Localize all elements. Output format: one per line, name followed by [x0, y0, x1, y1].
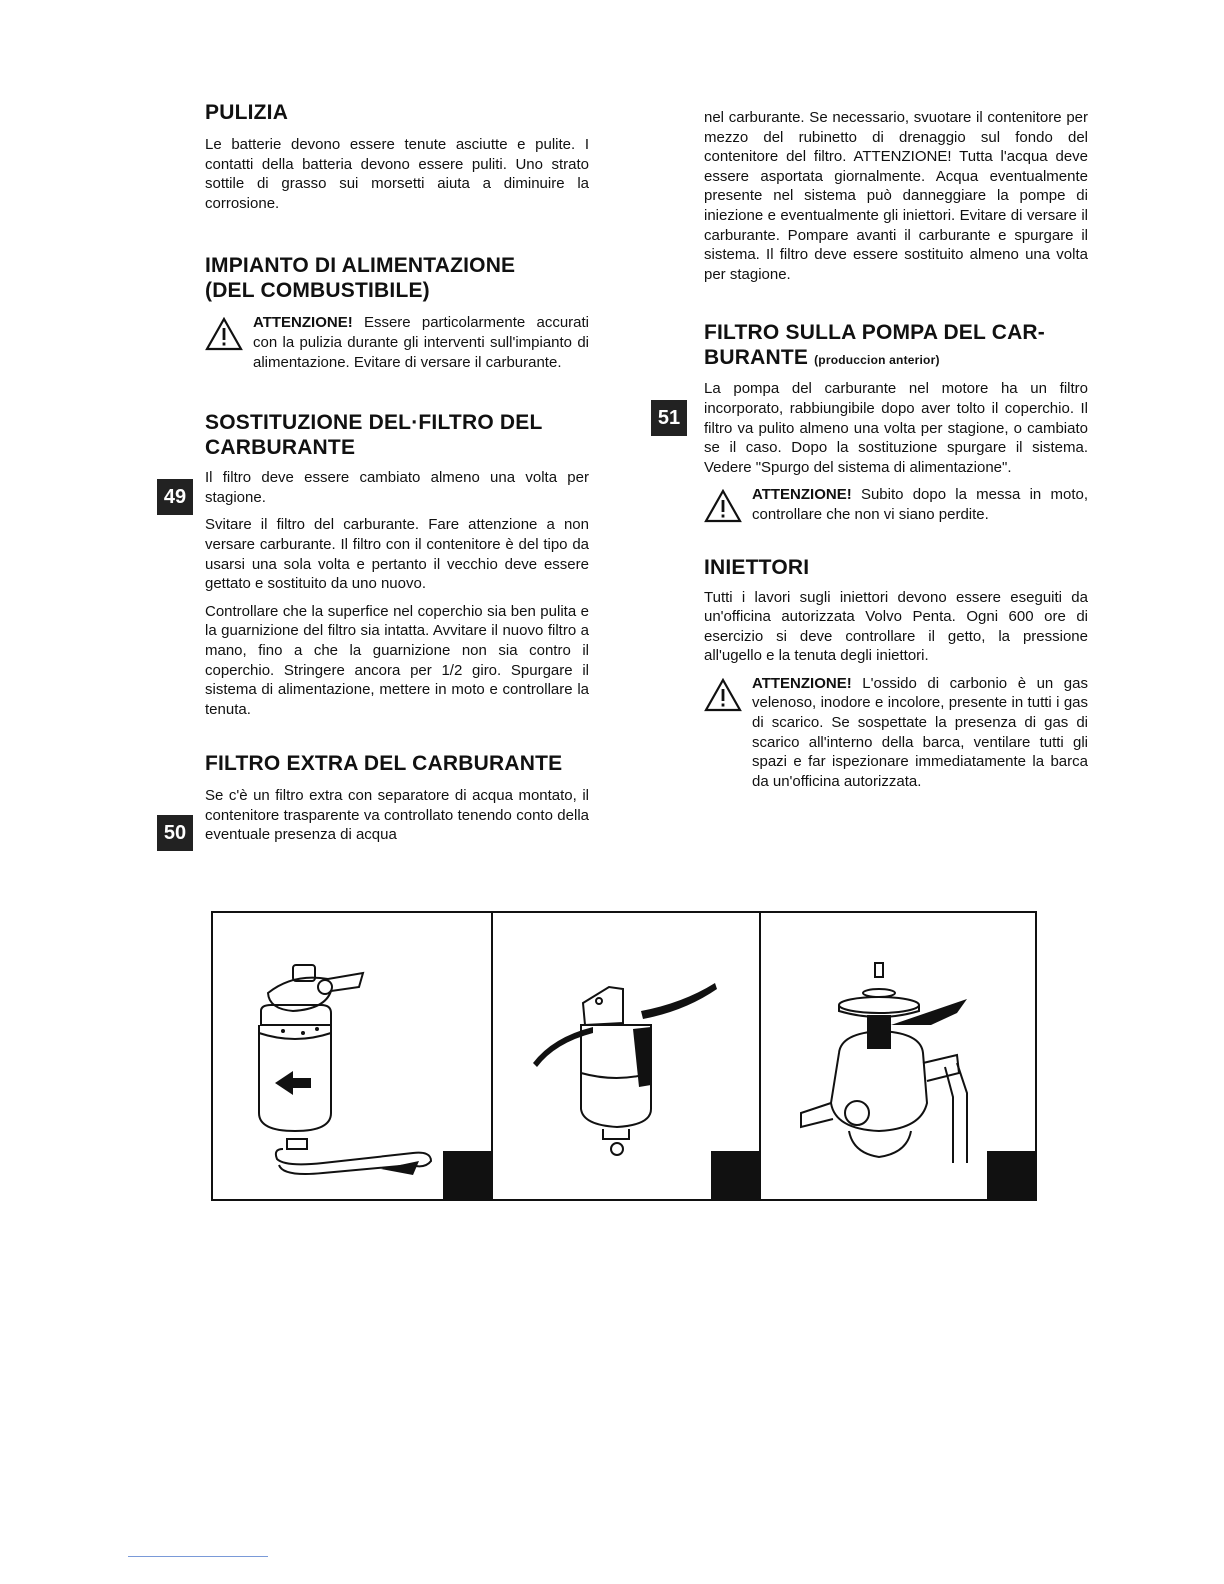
sostituzione-text2: Svitare il filtro del carburante. Fare attenzione a non versare carburante. Il filtro con il contenitore è del tipo da usarsi una sola volta e pertanto il vecchio deve essere gettato e sostituito da uno nuovo.	[205, 516, 589, 593]
figure-number-51: 51	[651, 400, 687, 436]
left-column	[205, 100, 589, 845]
warning-label: ATTENZIONE!	[253, 314, 353, 332]
pompa-title-line1: FILTRO SULLA POMPA DEL CAR-	[704, 321, 1045, 345]
warning-label: ATTENZIONE!	[752, 674, 852, 692]
pompa-warning	[704, 485, 1088, 524]
iniettori-warning	[704, 674, 1088, 792]
section-title-pulizia: PULIZIA	[205, 101, 289, 124]
panel-corner-marker	[443, 1151, 491, 1199]
figure-number-50: 50	[157, 815, 193, 851]
warning-label: ATTENZIONE!	[752, 486, 852, 504]
warning-text: Essere particolarmente accurati con la pulizia durante gli interventi sull'impianto di alimentazione. Evitare di versare il carburante.	[253, 314, 589, 371]
panel-corner-marker	[711, 1151, 759, 1199]
continuation-text: nel carburante. Se necessario, svuotare il contenitore per mezzo del rubinetto di drenaggio sul fondo del contenitore del filtro. ATTENZIONE! Tutta l'acqua deve essere asportata giornalmente. Acqua eventualmente presente nel sistema può danneggiare la pompe di iniezione e eventualmente gli iniettori. Evitare di versare il carburante. Pompare avanti il carburante e spurgare il sistema. Il filtro deve essere sostituito almeno una volta per stagione.	[704, 109, 1088, 283]
sostituzione-title-line2: CARBURANTE	[205, 436, 356, 460]
warning-text: Subito dopo la messa in moto, controllare che non vi siano perdite.	[752, 486, 1088, 523]
figure-number-49: 49	[157, 479, 193, 515]
warning-triangle-icon	[205, 317, 243, 351]
impianto-title-line1: IMPIANTO DI ALIMENTAZIONE	[205, 254, 516, 278]
extra-text: Se c'è un filtro extra con separatore di acqua montato, il contenitore trasparente va controllato tenendo conto della eventuale presenza di acqua	[205, 787, 589, 844]
footnote-separator	[128, 1556, 268, 1557]
figure-panel-51	[761, 913, 1035, 1199]
figure-panel-49	[213, 913, 493, 1199]
section-title-extra: FILTRO EXTRA DEL CARBURANTE	[205, 752, 563, 776]
pompa-title-note: (produccion anterior)	[814, 353, 940, 368]
section-title-impianto	[205, 253, 589, 303]
section-title-iniettori: INIETTORI	[704, 555, 810, 579]
pompa-title-line2: BURANTE	[704, 346, 809, 370]
warning-triangle-icon	[704, 678, 742, 712]
section-title-sostituzione	[205, 410, 589, 460]
warning-text: L'ossido di carbonio è un gas velenoso, inodore e incolore, presente in tutti i gas di scarico. Se sospettate la presenza di gas di scarico all'interno della barca, ventilare tutti gli spazi e far ispezionare immediatamente la barca da un'officina autorizzata.	[752, 674, 1088, 790]
sostituzione-title-line1: SOSTITUZIONE DEL·FILTRO DEL	[205, 411, 543, 435]
figure-strip	[211, 911, 1037, 1201]
sostituzione-text3: Controllare che la superfice nel coperchio sia ben pulita e la guarnizione del filtro sia intatta. Avvitare il nuovo filtro a mano, fino a che la guarnizione non sia contro il coperchio. Stringere ancora per 1/2 giro. Spurgare il sistema di alimentazione, mettere in moto e controllare la tenuta.	[205, 602, 589, 718]
warning-triangle-icon	[704, 489, 742, 523]
right-column	[704, 108, 1088, 791]
pompa-text: La pompa del carburante nel motore ha un filtro incorporato, rabbiungibile dopo aver tolto il coperchio. Il filtro va pulito almeno una volta per stagione, o cambiato se il caso. Dopo la sostituzione spurgare il sistema. Vedere "Spurgo del sistema di alimentazione".	[704, 380, 1088, 476]
panel-corner-marker	[987, 1151, 1035, 1199]
impianto-title-line2: (DEL COMBUSTIBILE)	[205, 279, 430, 303]
section-title-pompa	[704, 320, 1088, 373]
pulizia-text: Le batterie devono essere tenute asciutte e pulite. I contatti della batteria devono essere puliti. Uno strato sottile di grasso sui morsetti aiuta a diminuire la corrosione.	[205, 136, 589, 212]
iniettori-text: Tutti i lavori sugli iniettori devono essere eseguiti da un'officina autorizzata Volvo Penta. Ogni 600 ore di esercizio si deve controllare il getto, la pressione all'ugello e la tenuta degli iniettori.	[704, 588, 1088, 665]
sostituzione-text1: Il filtro deve essere cambiato almeno una volta per stagione.	[205, 469, 589, 506]
impianto-warning	[205, 313, 589, 372]
figure-panel-50	[493, 913, 761, 1199]
